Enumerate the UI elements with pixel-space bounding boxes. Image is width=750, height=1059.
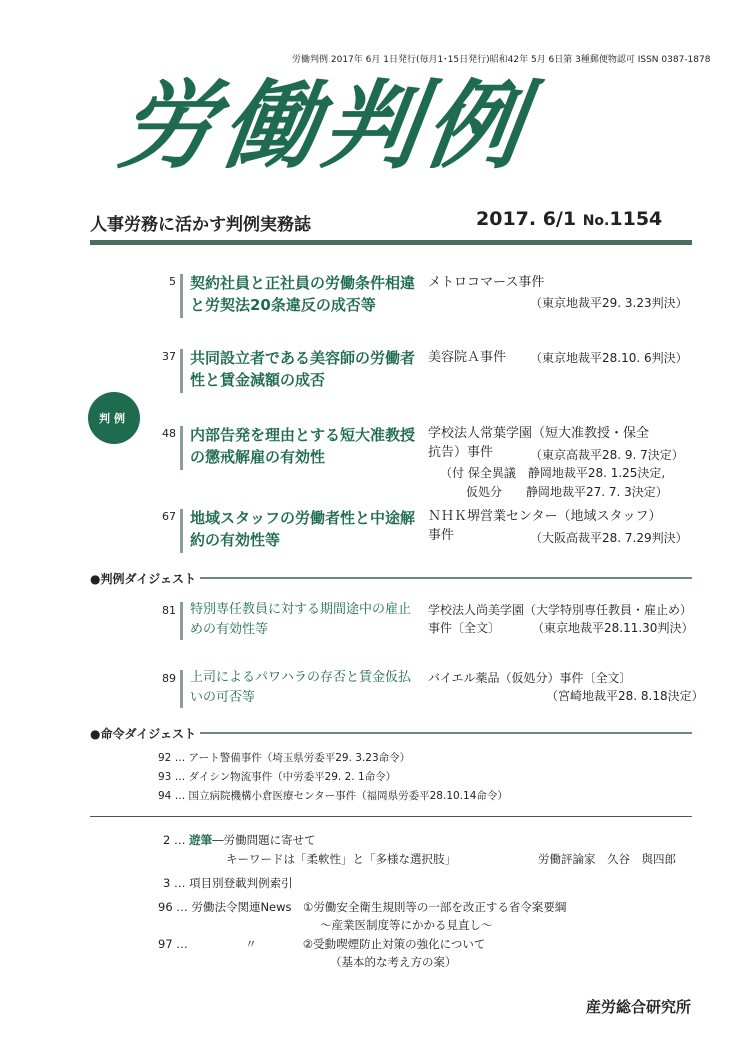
news-line1[interactable]: 96 … 労働法令関連News ①労働安全衛生規則等の一部を改正する省令案要綱: [158, 900, 567, 914]
case-name: 美容院Ａ事件: [428, 350, 507, 365]
order-item[interactable]: 92 … アート警備事件（埼玉県労委平29. 3.23命令）: [158, 752, 411, 764]
magazine-title: 労働判例: [112, 69, 537, 182]
case-title[interactable]: 地域スタッフの労働者性と中途解約の有効性等: [190, 509, 416, 549]
case-extra-line1: （付 保全異議 静岡地裁平28. 1.25決定,: [440, 466, 666, 480]
case-bar: [180, 509, 183, 553]
essay-title: ―労働問題に寄せて: [212, 833, 316, 847]
news-line4: （基本的な考え方の案）: [330, 955, 457, 969]
digest-court: （東京地裁平28.11.30判決）: [532, 621, 694, 635]
order-item[interactable]: 94 … 国立病院機構小倉医療センター事件（福岡県労委平28.10.14命令）: [158, 790, 508, 802]
digest-name-line1: 学校法人尚美学園（大学特別専任教員・雇止め）: [428, 603, 693, 617]
case-bar: [180, 274, 183, 318]
case-name-line2: 事件: [428, 528, 455, 543]
case-court: （東京地裁平28.10. 6判決）: [530, 351, 688, 365]
header-rule: [90, 240, 692, 245]
issue-no-label: No.: [582, 213, 610, 229]
digest-title[interactable]: 特別専任教員に対する期間途中の雇止めの有効性等: [190, 602, 412, 637]
cases-badge: 判例: [88, 392, 140, 444]
publication-info: 労働判例 2017年 6月 1日発行(毎月1･15日発行)昭和42年 5月 6日第 3種郵便物認可 ISSN 0387-1878: [292, 55, 711, 65]
essay-subtitle: キーワードは「柔軟性」と「多様な選択肢」: [226, 852, 456, 866]
case-title[interactable]: 内部告発を理由とする短大准教授の懲戒解雇の有効性: [190, 426, 416, 466]
index-line[interactable]: 3 … 項目別登載判例索引: [163, 876, 293, 890]
case-title[interactable]: 契約社員と正社員の労働条件相違と労契法20条違反の成否等: [190, 274, 416, 314]
digest-page: 81: [162, 604, 176, 617]
essay-line: [163, 832, 316, 848]
digest-page: 89: [162, 672, 176, 685]
issue-number: 1154: [609, 208, 663, 230]
orders-rule: [200, 732, 692, 734]
digest-section-heading: ●判例ダイジェスト: [90, 572, 196, 586]
case-bar: [180, 349, 183, 393]
case-page: 48: [162, 427, 176, 440]
digest-bar: [180, 670, 183, 708]
case-title[interactable]: 共同設立者である美容師の労働者性と賃金減額の成否: [190, 349, 416, 389]
digest-title[interactable]: 上司によるパワハラの存否と賃金仮払いの可否等: [190, 670, 412, 705]
case-name-line1: 学校法人常葉学園（短大准教授・保全: [428, 426, 650, 441]
digest-bar: [180, 602, 183, 640]
case-court: （東京高裁平28. 9. 7決定）: [530, 448, 684, 462]
case-name-line2: 抗告）事件: [428, 445, 494, 460]
news-line2: ～産業医制度等にかかる見直し～: [320, 918, 493, 932]
digest-name-line2: 事件〔全文〕: [428, 621, 501, 635]
case-court: （東京地裁平29. 3.23判決）: [530, 296, 688, 310]
issue-date: 2017. 6/1: [476, 208, 577, 230]
case-page: 37: [162, 350, 176, 363]
case-page: 67: [162, 510, 176, 523]
publisher-name: 産労総合研究所: [586, 998, 692, 1016]
essay-author: 労働評論家 久谷 與四郎: [538, 852, 676, 866]
case-page: 5: [169, 275, 176, 288]
magazine-subtitle: 人事労務に活かす判例実務誌: [90, 215, 311, 235]
news-line3[interactable]: 97 … 〃 ②受動喫煙防止対策の強化について: [158, 937, 486, 951]
orders-section-heading: ●命令ダイジェスト: [90, 727, 196, 741]
case-bar: [180, 426, 183, 470]
digest-name-line1: バイエル薬品（仮処分）事件〔全文〕: [428, 671, 632, 685]
misc-rule: [90, 816, 692, 817]
digest-rule: [200, 577, 692, 579]
essay-page: 2 …: [163, 833, 186, 847]
case-extra-line2: 仮処分 静岡地裁平27. 7. 3決定）: [466, 485, 668, 499]
issue-info: [476, 208, 662, 230]
essay-label: 遊筆: [189, 833, 213, 847]
case-name: メトロコマース事件: [428, 275, 545, 290]
case-court: （大阪高裁平28. 7.29判決）: [530, 531, 688, 545]
order-item[interactable]: 93 … ダイシン物流事件（中労委平29. 2. 1命令）: [158, 771, 397, 783]
case-name-line1: ＮＨＫ堺営業センター（地域スタッフ）: [428, 509, 662, 524]
digest-court: （宮崎地裁平28. 8.18決定）: [546, 689, 704, 703]
